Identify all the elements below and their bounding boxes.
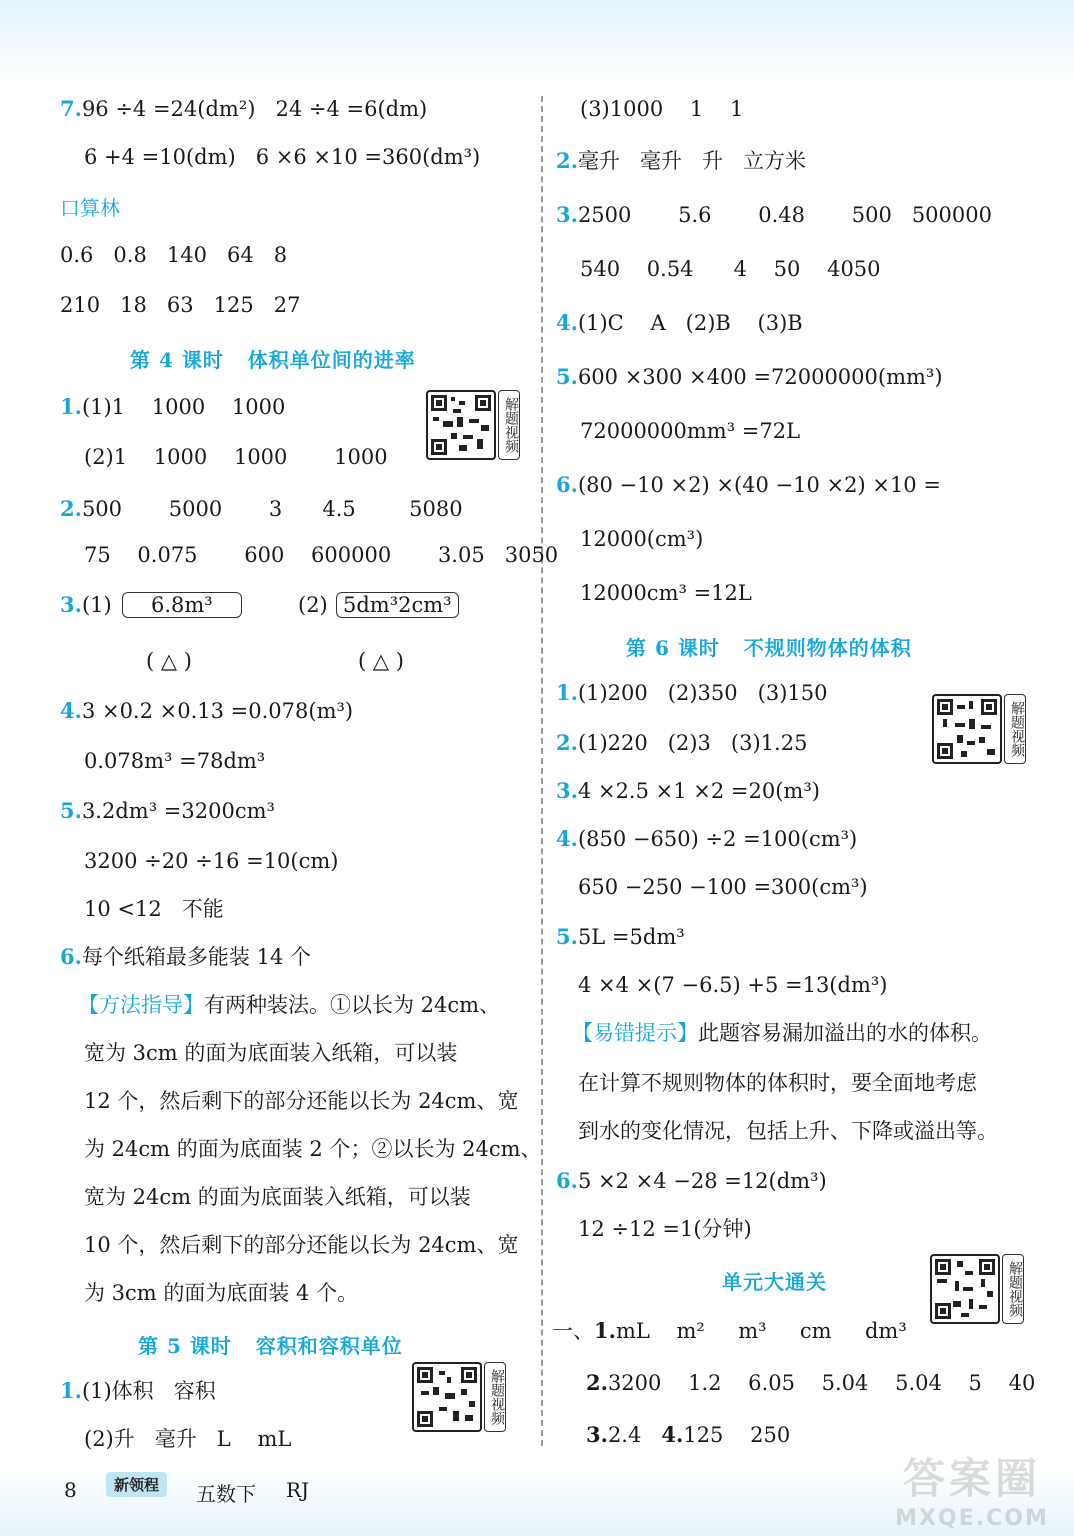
answer-line (60, 394, 285, 420)
qr-label: 解题视频 (1004, 694, 1026, 764)
book-grade: 五数下 (196, 1482, 256, 1506)
explanation-line: 12 个，然后剩下的部分还能以长为 24cm、宽 (84, 1089, 519, 1113)
answer-line (60, 1378, 216, 1404)
qr-video-link[interactable] (930, 1254, 1026, 1326)
answer-line: 12 ÷12 =1(分钟) (578, 1217, 752, 1241)
answer-line: (2)1 1000 1000 1000 (84, 445, 388, 469)
question-number: 6. (60, 944, 82, 969)
answer-line (556, 202, 992, 228)
answer-text: (1)体积 容积 (81, 1379, 216, 1403)
answer-text: 600 ×300 ×400 =72000000(mm³) (577, 365, 943, 389)
qr-code-icon (412, 1362, 482, 1432)
answer-line (556, 364, 943, 390)
answer-line (556, 730, 807, 756)
answer-line (552, 1318, 907, 1344)
answer-text: 5 ×2 ×4 −28 =12(dm³) (577, 1169, 827, 1193)
question-number: 7. (60, 96, 82, 121)
answer-line (556, 778, 820, 804)
answer-line: 12000cm³ =12L (580, 581, 752, 605)
answer-line (556, 148, 806, 174)
question-number: 2. (556, 148, 578, 173)
question-number: 4. (556, 310, 578, 335)
explanation-line (78, 992, 500, 1018)
qr-video-link[interactable] (412, 1362, 508, 1434)
explanation-line: 10 个，然后剩下的部分还能以长为 24cm、宽 (84, 1233, 519, 1257)
question-number: 5. (556, 364, 578, 389)
explanation-line: 为 24cm 的面为底面装 2 个；②以长为 24cm、 (84, 1137, 542, 1161)
answer-line: 75 0.075 600 600000 3.05 3050 (84, 543, 559, 567)
answer-line (556, 826, 857, 852)
qr-label: 解题视频 (1002, 1254, 1024, 1324)
answer-text: (1)1 1000 1000 (81, 395, 286, 419)
answer-box: 6.8m³ (122, 592, 242, 618)
answer-text: 毫升 毫升 升 立方米 (577, 149, 807, 173)
qr-code-icon (426, 390, 496, 460)
answer-box: 5dm³2cm³ (336, 592, 459, 618)
question-number: 3. (556, 202, 578, 227)
explanation-line: 在计算不规则物体的体积时，要全面地考虑 (578, 1071, 977, 1095)
answer-line: 3200 ÷20 ÷16 =10(cm) (84, 849, 339, 873)
answer-text: 每个纸箱最多能装 14 个 (81, 945, 312, 969)
answer-line (556, 924, 685, 950)
answer-text: 125 250 (683, 1423, 791, 1447)
answer-text: 4 ×2.5 ×1 ×2 =20(m³) (577, 779, 820, 803)
answer-line: 12000(cm³) (580, 527, 704, 551)
question-number: 1. (594, 1318, 616, 1343)
answer-line (60, 96, 427, 122)
brand-logo: 新领程 (106, 1472, 167, 1497)
question-number: 5. (60, 798, 82, 823)
answer-line (556, 680, 827, 706)
lesson-title: 第 5 课时 容积和容积单位 (138, 1334, 403, 1358)
question-number: 1. (60, 394, 82, 419)
boxed-answer (336, 592, 459, 618)
column-divider (541, 96, 543, 1446)
qr-code-icon (930, 1254, 1000, 1324)
lesson-title: 第 6 课时 不规则物体的体积 (626, 636, 912, 660)
answer-text: (1) (81, 593, 112, 617)
answer-line: 6 +4 =10(dm) 6 ×6 ×10 =360(dm³) (84, 145, 481, 169)
explanation-line: 为 3cm 的面为底面装 4 个。 (84, 1281, 359, 1305)
question-number: 6. (556, 472, 578, 497)
answer-text: (80 −10 ×2) ×(40 −10 ×2) ×10 = (577, 473, 941, 497)
qr-video-link[interactable] (932, 694, 1028, 766)
answer-line: 10 <12 不能 (84, 897, 224, 921)
unit-review-title: 单元大通关 (722, 1270, 827, 1294)
answer-line: 0.078m³ =78dm³ (84, 749, 266, 773)
question-number: 3. (60, 592, 82, 617)
qr-code-icon (932, 694, 1002, 764)
explanation-line: 到水的变化情况，包括上升、下降或溢出等。 (578, 1119, 998, 1143)
section-title-kousuan: 口算林 (60, 196, 120, 220)
answer-text: 2.4 (607, 1423, 642, 1447)
explanation-text: 此题容易漏加溢出的水的体积。 (698, 1021, 992, 1045)
answer-line (60, 798, 275, 824)
answer-text: 3 ×0.2 ×0.13 =0.078(m³) (81, 699, 354, 723)
answer-line (556, 310, 803, 336)
answer-line (586, 1370, 1035, 1396)
answer-line: (2)升 毫升 L mL (84, 1427, 292, 1451)
tip-label: 【方法指导】 (78, 993, 204, 1017)
answer-text: 3.2dm³ =3200cm³ (81, 799, 275, 823)
site-watermark (882, 1446, 1062, 1531)
answer-line (60, 496, 463, 522)
answer-text: (1)200 (2)350 (3)150 (577, 681, 828, 705)
question-number: 2. (556, 730, 578, 755)
page-top-tint (0, 0, 1074, 82)
explanation-text: 有两种装法。①以长为 24cm、 (204, 993, 501, 1017)
answer-line: 0.6 0.8 140 64 8 (60, 243, 288, 267)
answer-line: (3)1000 1 1 (580, 97, 744, 121)
answer-text: (850 −650) ÷2 =100(cm³) (577, 827, 858, 851)
answer-text: 500 5000 3 4.5 5080 (81, 497, 463, 521)
answer-mark: ( △ ) (358, 649, 404, 673)
answer-line (60, 592, 112, 618)
answer-line: 4 ×4 ×(7 −6.5) +5 =13(dm³) (578, 973, 888, 997)
question-number: 1. (60, 1378, 82, 1403)
question-number: 2. (60, 496, 82, 521)
answer-text: 3200 1.2 6.05 5.04 5.04 5 40 (607, 1371, 1036, 1395)
book-edition: RJ (286, 1478, 310, 1502)
answer-line (60, 698, 353, 724)
explanation-line: 宽为 3cm 的面为底面装入纸箱，可以装 (84, 1041, 458, 1065)
question-number: 2. (586, 1370, 608, 1395)
answer-line: 72000000mm³ =72L (580, 419, 801, 443)
question-number: 6. (556, 1168, 578, 1193)
answer-text: 5L =5dm³ (577, 925, 685, 949)
answer-line (556, 1168, 827, 1194)
question-number: 5. (556, 924, 578, 949)
question-number: 4. (661, 1422, 684, 1447)
question-number: 3. (586, 1422, 608, 1447)
explanation-line (572, 1020, 992, 1046)
answer-text: (1)220 (2)3 (3)1.25 (577, 731, 808, 755)
qr-video-link[interactable] (426, 390, 522, 462)
answer-line: 650 −250 −100 =300(cm³) (578, 875, 868, 899)
page-number: 8 (64, 1478, 77, 1502)
question-number: 3. (556, 778, 578, 803)
question-number: 4. (556, 826, 578, 851)
answer-mark: ( △ ) (146, 649, 192, 673)
question-number: 4. (60, 698, 82, 723)
tip-label: 【易错提示】 (572, 1021, 698, 1045)
answer-line: 540 0.54 4 50 4050 (580, 257, 881, 281)
answer-line: 210 18 63 125 27 (60, 293, 301, 317)
answer-text: (1)C A (2)B (3)B (577, 311, 803, 335)
answer-text: mL m² m³ cm dm³ (615, 1319, 907, 1343)
watermark-line1: 答案圈 (902, 1454, 1041, 1503)
lesson-title: 第 4 课时 体积单位间的进率 (130, 348, 416, 372)
answer-line (586, 1422, 790, 1448)
explanation-line: 宽为 24cm 的面为底面装入纸箱，可以装 (84, 1185, 471, 1209)
section-prefix: 一、 (552, 1319, 594, 1343)
qr-label: 解题视频 (484, 1362, 506, 1432)
answer-line (556, 472, 941, 498)
answer-text: 96 ÷4 =24(dm²) 24 ÷4 =6(dm) (81, 97, 428, 121)
answer-text: 2500 5.6 0.48 500 500000 (577, 203, 992, 227)
answer-line (60, 944, 311, 970)
question-number: 1. (556, 680, 578, 705)
qr-label: 解题视频 (498, 390, 520, 460)
answer-text: (2) (298, 593, 328, 617)
boxed-answer (122, 592, 242, 618)
watermark-line2: MXQE.COM (895, 1506, 1049, 1531)
